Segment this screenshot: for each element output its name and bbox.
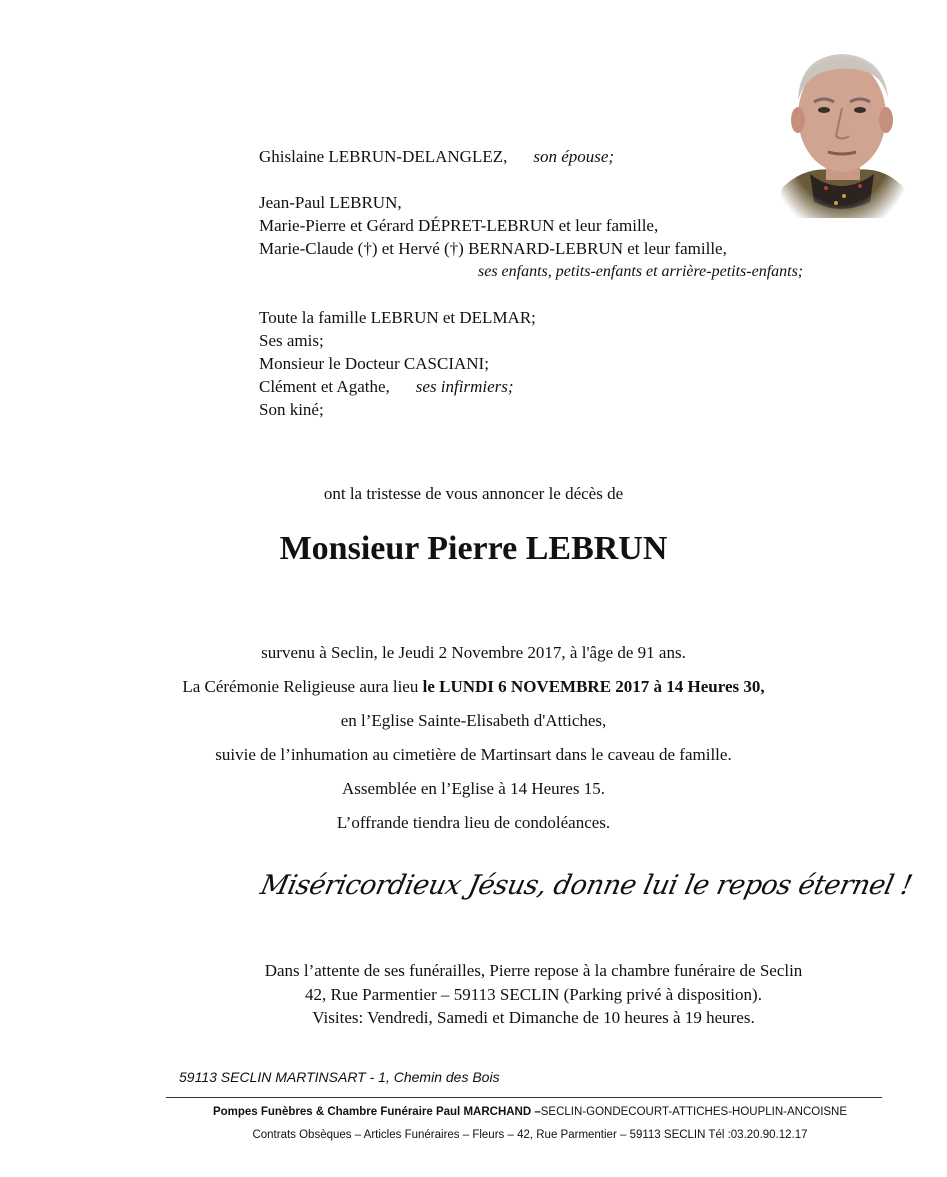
others-list (259, 306, 536, 421)
footer-services: Contrats Obsèques – Articles Funéraires – Fleurs – 42, Rue Parmentier – 59113 SECLIN Tél :03.20.90.12.17 (252, 1129, 808, 1141)
deceased-name: Monsieur Pierre LEBRUN (279, 530, 668, 567)
ceremony-prefix: La Cérémonie Religieuse aura lieu (182, 677, 423, 696)
funeral-home-line: Dans l’attente de ses funérailles, Pierre repose à la chambre funéraire de Seclin (264, 961, 803, 980)
nurses-line (259, 375, 536, 398)
assembly-line: Assemblée en l’Eglise à 14 Heures 15. (342, 779, 605, 798)
ceremony-line (0, 677, 947, 697)
footer-company-towns: SECLIN-GONDECOURT-ATTICHES-HOUPLIN-ANCOISNE (540, 1106, 848, 1118)
funeral-home-line: 42, Rue Parmentier – 59113 SECLIN (Parking privé à disposition). (305, 985, 762, 1004)
spouse-line (259, 145, 727, 168)
church-line: en l’Eglise Sainte-Elisabeth d'Attiches, (340, 711, 607, 730)
death-info: survenu à Seclin, le Jeudi 2 Novembre 2017, à l'âge de 91 ans. (261, 643, 686, 662)
nurses-role: ses infirmiers; (415, 377, 514, 396)
spouse-name: Ghislaine LEBRUN-DELANGLEZ, (259, 147, 508, 166)
kine-line: Son kiné; (259, 400, 324, 419)
child-line: Marie-Pierre et Gérard DÉPRET-LEBRUN et leur famille, (259, 216, 659, 235)
deceased-portrait (774, 38, 908, 218)
ceremony-date: le LUNDI 6 NOVEMBRE 2017 à 14 Heures 30, (422, 677, 765, 696)
announcement-intro: ont la tristesse de vous annoncer le décès de (323, 484, 624, 503)
family-list (259, 145, 727, 260)
nurses-name: Clément et Agathe, (259, 377, 390, 396)
offering-line: L’offrande tiendra lieu de condoléances. (336, 813, 611, 832)
portrait-image (774, 38, 908, 218)
other-line: Ses amis; (259, 331, 324, 350)
footer-divider (166, 1097, 882, 1098)
children-role: ses enfants, petits-enfants et arrière-petits-enfants; (478, 263, 804, 280)
footer-company (0, 1106, 947, 1118)
other-line: Toute la famille LEBRUN et DELMAR; (259, 308, 536, 327)
family-address: 59113 SECLIN MARTINSART - 1, Chemin des Bois (179, 1069, 500, 1085)
footer-company-name: Pompes Funèbres & Chambre Funéraire Paul MARCHAND – (212, 1106, 541, 1118)
spouse-role: son épouse; (533, 147, 615, 166)
other-line: Monsieur le Docteur CASCIANI; (259, 354, 489, 373)
prayer-line: Miséricordieux Jésus, donne lui le repos éternel ! (257, 870, 915, 901)
funeral-home-line: Visites: Vendredi, Samedi et Dimanche de 10 heures à 19 heures. (312, 1008, 755, 1027)
burial-line: suivie de l’inhumation au cimetière de Martinsart dans le caveau de famille. (215, 745, 732, 764)
child-line: Jean-Paul LEBRUN, (259, 193, 402, 212)
child-line: Marie-Claude (†) et Hervé (†) BERNARD-LEBRUN et leur famille, (259, 239, 727, 258)
